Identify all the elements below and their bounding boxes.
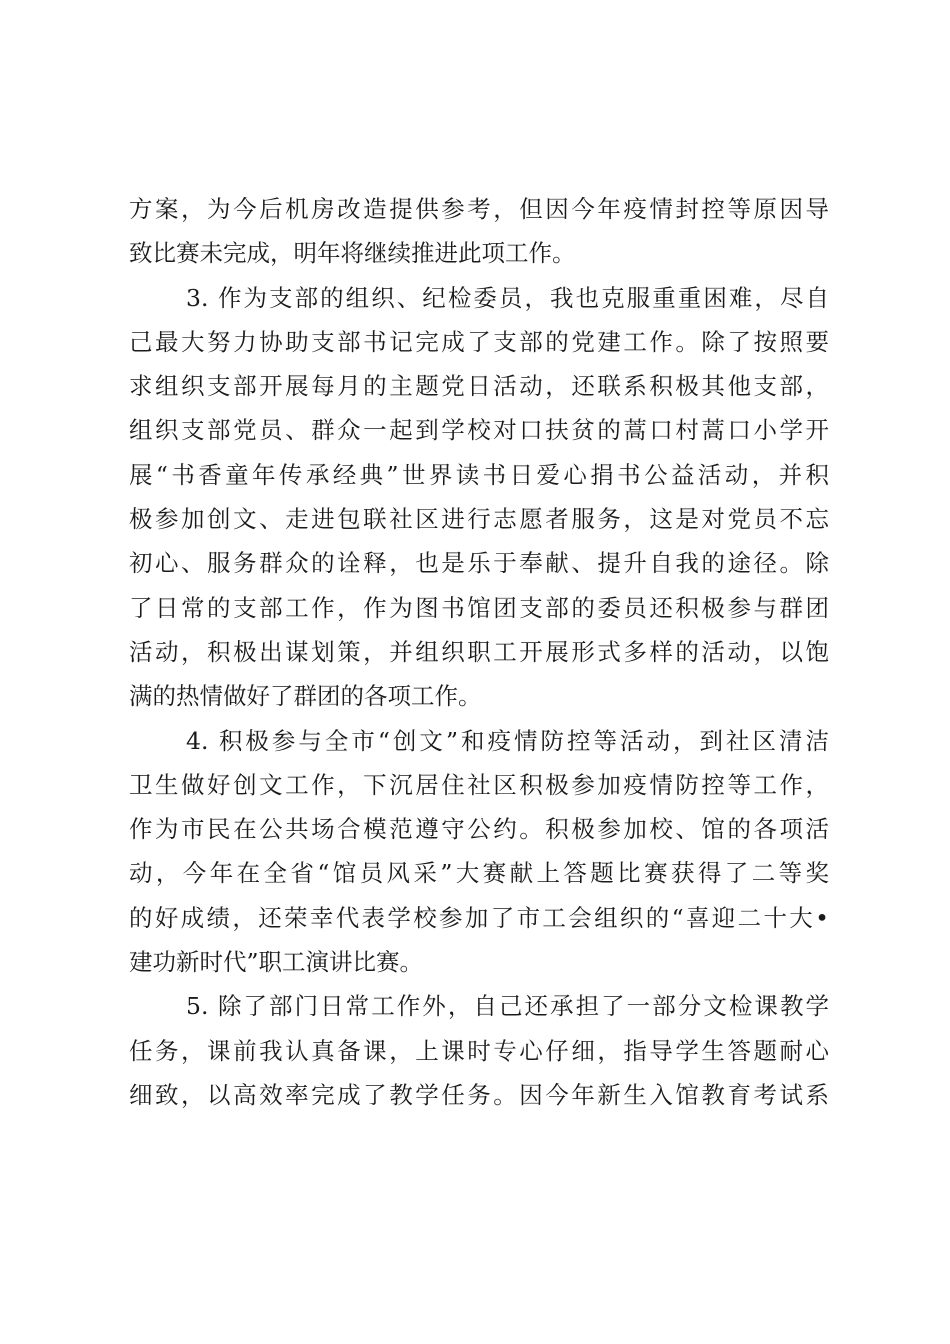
document-body <box>129 187 829 1117</box>
text-line: 初心、服务群众的诠释，也是乐于奉献、提升自我的途径。除 <box>129 549 829 578</box>
text-line: 的好成绩，还荣幸代表学校参加了市工会组织的“喜迎二十大• <box>129 903 829 932</box>
text-line: 细致，以高效率完成了教学任务。因今年新生入馆教育考试系 <box>129 1080 829 1109</box>
text-line: 3. 作为支部的组织、纪检委员，我也克服重重困难，尽自 <box>186 283 829 312</box>
text-line: 己最大努力协助支部书记完成了支部的党建工作。除了按照要 <box>129 327 829 356</box>
text-line: 致比赛未完成，明年将继续推进此项工作。 <box>129 239 576 268</box>
text-line: 组织支部党员、群众一起到学校对口扶贫的蒿口村蒿口小学开 <box>129 416 829 445</box>
text-line: 了日常的支部工作，作为图书馆团支部的委员还积极参与群团 <box>129 593 829 622</box>
text-line: 卫生做好创文工作，下沉居住社区积极参加疫情防控等工作， <box>129 770 829 799</box>
text-line: 任务，课前我认真备课，上课时专心仔细，指导学生答题耐心 <box>129 1036 829 1065</box>
text-line: 作为市民在公共场合模范遵守公约。积极参加校、馆的各项活 <box>129 815 829 844</box>
text-line: 5. 除了部门日常工作外，自己还承担了一部分文检课教学 <box>186 992 829 1021</box>
text-line: 建功新时代”职工演讲比赛。 <box>129 948 424 977</box>
text-line: 4. 积极参与全市“创文”和疫情防控等活动，到社区清洁 <box>186 726 829 755</box>
text-line: 极参加创文、走进包联社区进行志愿者服务，这是对党员不忘 <box>129 505 829 534</box>
text-line: 动，今年在全省“馆员风采”大赛献上答题比赛获得了二等奖 <box>129 859 829 888</box>
text-line: 展“书香童年传承经典”世界读书日爱心捐书公益活动，并积 <box>129 460 829 489</box>
text-line: 满的热情做好了群团的各项工作。 <box>129 682 482 711</box>
text-line: 求组织支部开展每月的主题党日活动，还联系积极其他支部， <box>129 372 829 401</box>
text-line: 活动，积极出谋划策，并组织职工开展形式多样的活动，以饱 <box>129 637 829 666</box>
text-line: 方案，为今后机房改造提供参考，但因今年疫情封控等原因导 <box>129 195 829 223</box>
